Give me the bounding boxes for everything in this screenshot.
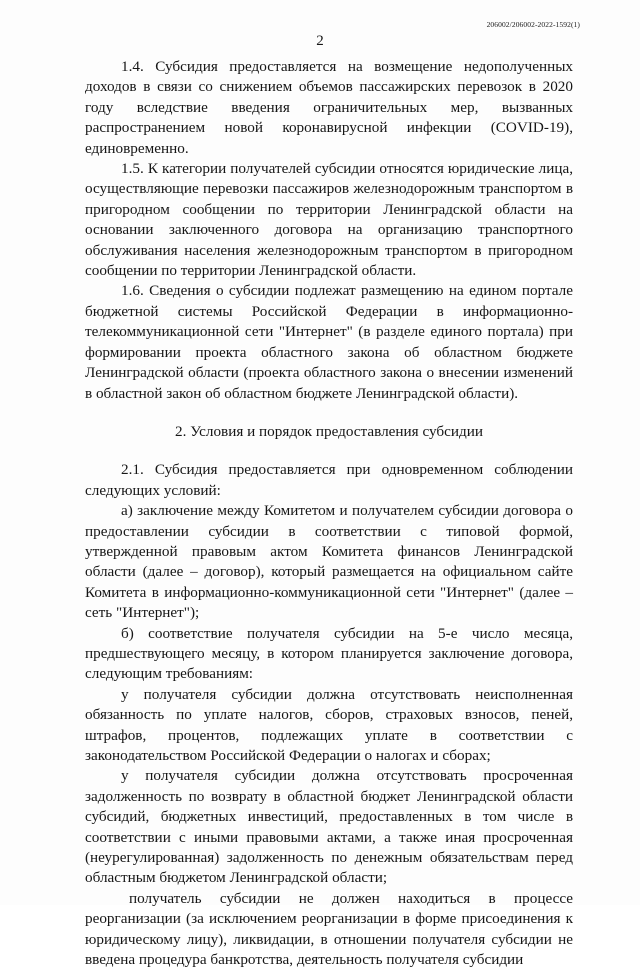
section-2-heading: 2. Условия и порядок предоставления субсидии [175, 422, 483, 440]
paragraph-1-4: 1.4. Субсидия предоставляется на возмещение недополученных доходов в связи со снижением объемов пассажирских перевозок в 2020 году вследствие введения ограничительных мер, вызванных распространением новой коронавирусной инфекции (COVID-19), единовременно. [85, 58, 573, 157]
document-body [85, 57, 573, 970]
requirement-taxes: у получателя субсидии должна отсутствовать неисполненная обязанность по уплате налогов, сборов, страховых взносов, пеней, штрафов, процентов, подлежащих уплате в соответствии с законодательством Российской Федерации о налогах и сборах; [85, 685, 573, 764]
document-number: 206002/206002-2022-1592(1) [486, 20, 580, 29]
paragraph-1-6: 1.6. Сведения о субсидии подлежат размещению на едином портале бюджетной системы Российской Федерации в информационно-телекоммуникационной сети "Интернет" (в разделе единого портала) при формировании проекта областного закона об областном бюджете Ленинградской области (проекта областного закона о внесении изменений в областной закон об областном бюджете Ленинградской области). [85, 282, 573, 402]
page-number: 2 [316, 33, 324, 49]
requirement-reorganization: получатель субсидии не должен находиться в процессе реорганизации (за исключением реорганизации в форме присоединения к юридическому лицу), ликвидации, в отношении получателя субсидии не введена процедура банкротства, деятельность получателя субсидии [85, 889, 573, 969]
spacer [85, 442, 573, 460]
paragraph-2-1: 2.1. Субсидия предоставляется при одновременном соблюдении следующих условий: [85, 461, 573, 499]
requirement-debt: у получателя субсидии должна отсутствовать просроченная задолженность по возврату в областной бюджет Ленинградской области субсидий, бюджетных инвестиций, предоставленных в том числе в соответствии с иными правовыми актами, а также иная просроченная (неурегулированная) задолженность по денежным обязательствам перед областным бюджетом Ленинградской области; [85, 767, 573, 887]
paragraph-2-1-b: б) соответствие получателя субсидии на 5-е число месяца, предшествующего месяцу, в котором планируется заключение договора, следующим требованиям: [85, 624, 573, 683]
spacer [85, 404, 573, 422]
paragraph-2-1-a: а) заключение между Комитетом и получателем субсидии договора о предоставлении субсидии в соответствии с типовой формой, утвержденной правовым актом Комитета финансов Ленинградской области (далее – договор), который размещается на официальном сайте Комитета в информационно-коммуникационной сети "Интернет" (далее – сеть "Интернет"); [85, 502, 573, 622]
paragraph-1-5: 1.5. К категории получателей субсидии относятся юридические лица, осуществляющие перевозки пассажиров железнодорожным транспортом в пригородном сообщении по территории Ленинградской области на основании заключенного договора на организацию транспортного обслуживания населения железнодорожным транспортом в пригородном сообщении по территории Ленинградской области. [85, 160, 573, 280]
